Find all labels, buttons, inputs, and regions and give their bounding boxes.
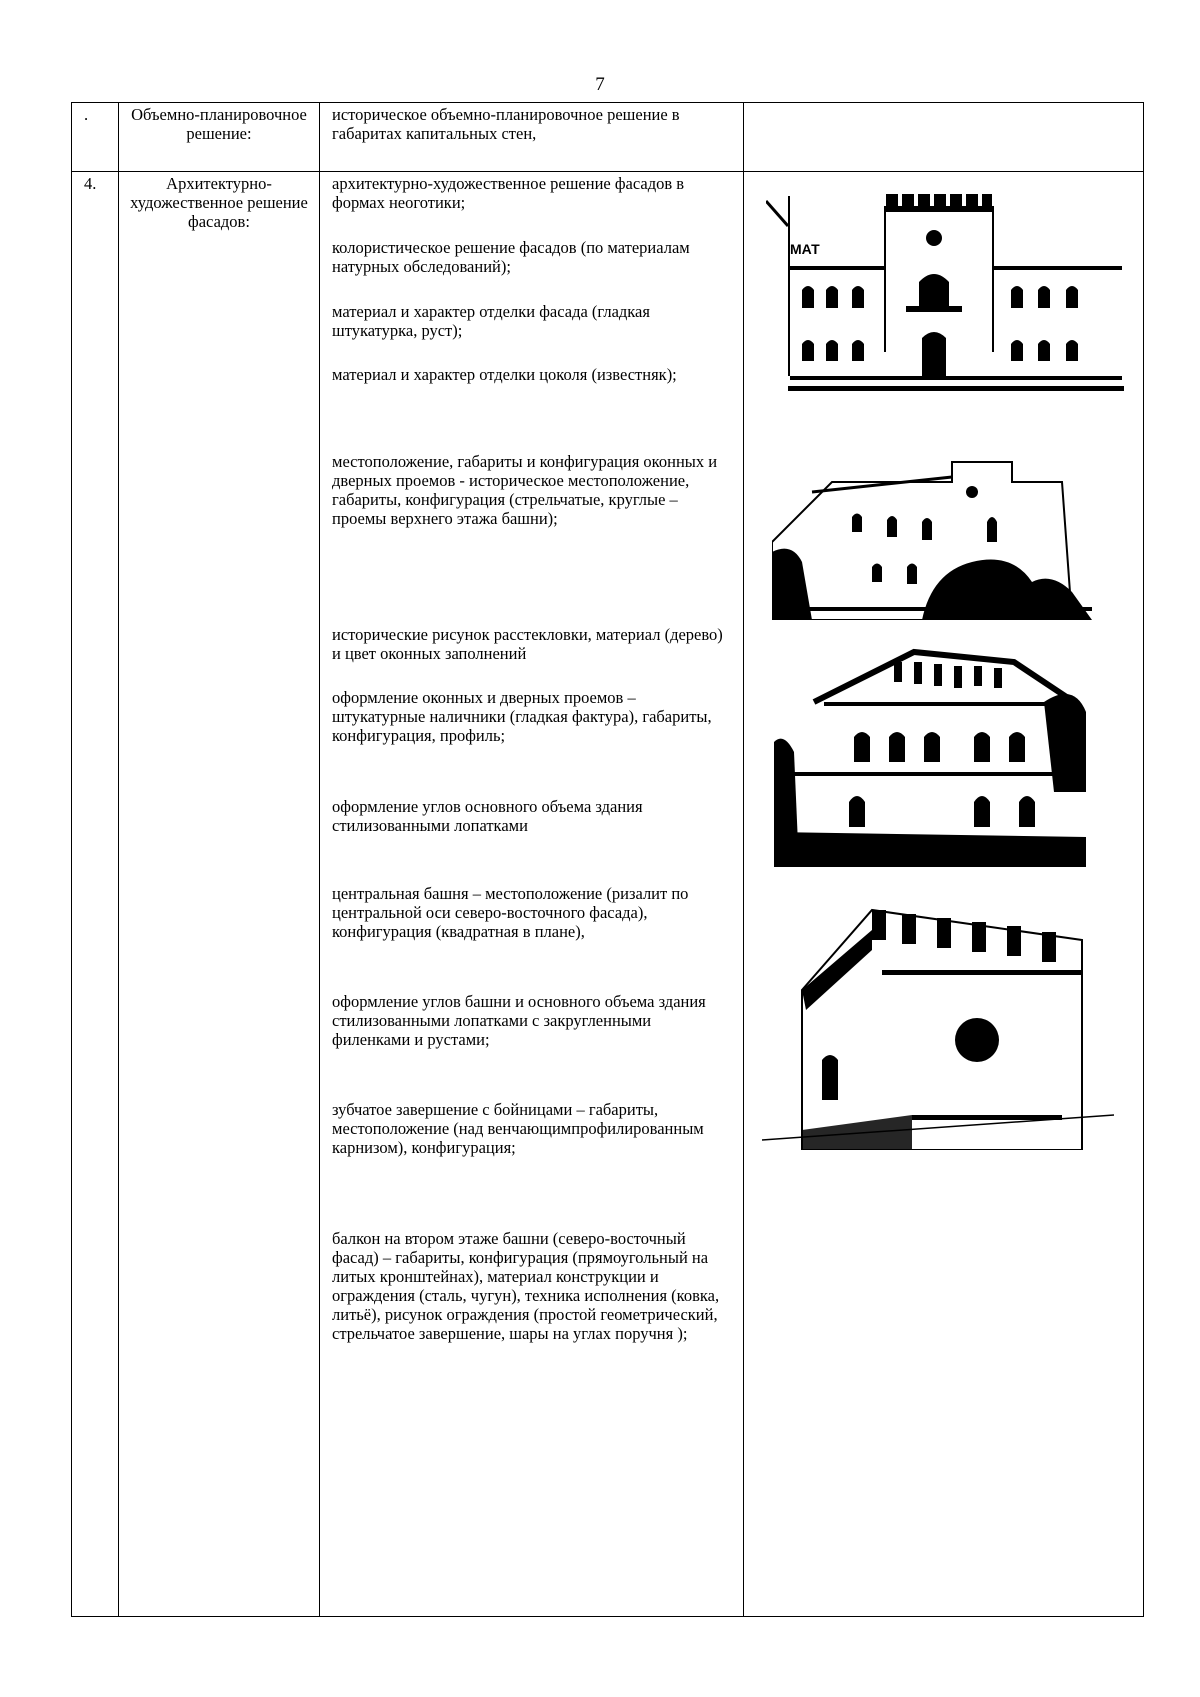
- row-illustration: [744, 172, 1144, 1617]
- requirement-paragraph: исторические рисунок расстекловки, материал (дерево) и цвет оконных заполнений: [332, 625, 723, 663]
- requirement-paragraph: материал и характер отделки цоколя (известняк);: [332, 365, 677, 384]
- row-number: 4.: [72, 172, 119, 1617]
- specification-table: [71, 102, 1144, 1617]
- requirement-paragraph: колористическое решение фасадов (по материалам натурных обследований);: [332, 238, 690, 276]
- sign-text: [790, 241, 820, 257]
- svg-text:МАТ: МАТ: [790, 241, 820, 257]
- building-photo-facade: [766, 186, 1124, 396]
- requirement-paragraph: балкон на втором этаже башни (северо-восточный фасад) – габариты, конфигурация (прямоугольный на литых кронштейнах), материал конструкции и ограждения (сталь, чугун), техника исполнения (ковка, литьё), рисунок ограждения (простой геометрический, стрельчатое завершение, шары на углах поручня );: [332, 1229, 720, 1343]
- building-photo-gable: [774, 642, 1086, 867]
- table-row: [72, 103, 1144, 172]
- table-row: [72, 172, 1144, 1617]
- requirement-paragraph: оформление оконных и дверных проемов – штукатурные наличники (гладкая фактура), габариты, конфигурация, профиль;: [332, 688, 712, 745]
- requirement-paragraph: местоположение, габариты и конфигурация оконных и дверных проемов - историческое местоположение, габариты, конфигурация (стрельчатые, круглые – проемы верхнего этажа башни);: [332, 452, 718, 528]
- row-description: историческое объемно-планировочное решение в габаритах капитальных стен,: [320, 103, 744, 172]
- requirement-paragraph: оформление углов основного объема здания стилизованными лопатками: [332, 797, 643, 835]
- requirement-paragraph: архитектурно-художественное решение фасадов в формах неоготики;: [332, 174, 685, 212]
- row-name: Объемно-планировочное решение:: [119, 103, 320, 172]
- page-number: 7: [595, 74, 605, 95]
- requirement-paragraph: оформление углов башни и основного объема здания стилизованными лопатками с закругленными филенками и рустами;: [332, 992, 706, 1049]
- requirement-paragraph: материал и характер отделки фасада (гладкая штукатурка, руст);: [332, 302, 650, 340]
- building-photo-side: [772, 422, 1092, 620]
- building-photo-tower: [762, 900, 1114, 1150]
- row-number: .: [72, 103, 119, 172]
- requirement-paragraph: зубчатое завершение с бойницами – габариты, местоположение (над венчающимпрофилированным карнизом), конфигурация;: [332, 1100, 704, 1157]
- requirement-paragraph: центральная башня – местоположение (ризалит по центральной оси северо-восточного фасада), конфигурация (квадратная в плане),: [332, 884, 689, 941]
- row-name: Архитектурно-художественное решение фасадов:: [119, 172, 320, 1617]
- row-illustration: [744, 103, 1144, 172]
- row-description: [320, 172, 744, 1617]
